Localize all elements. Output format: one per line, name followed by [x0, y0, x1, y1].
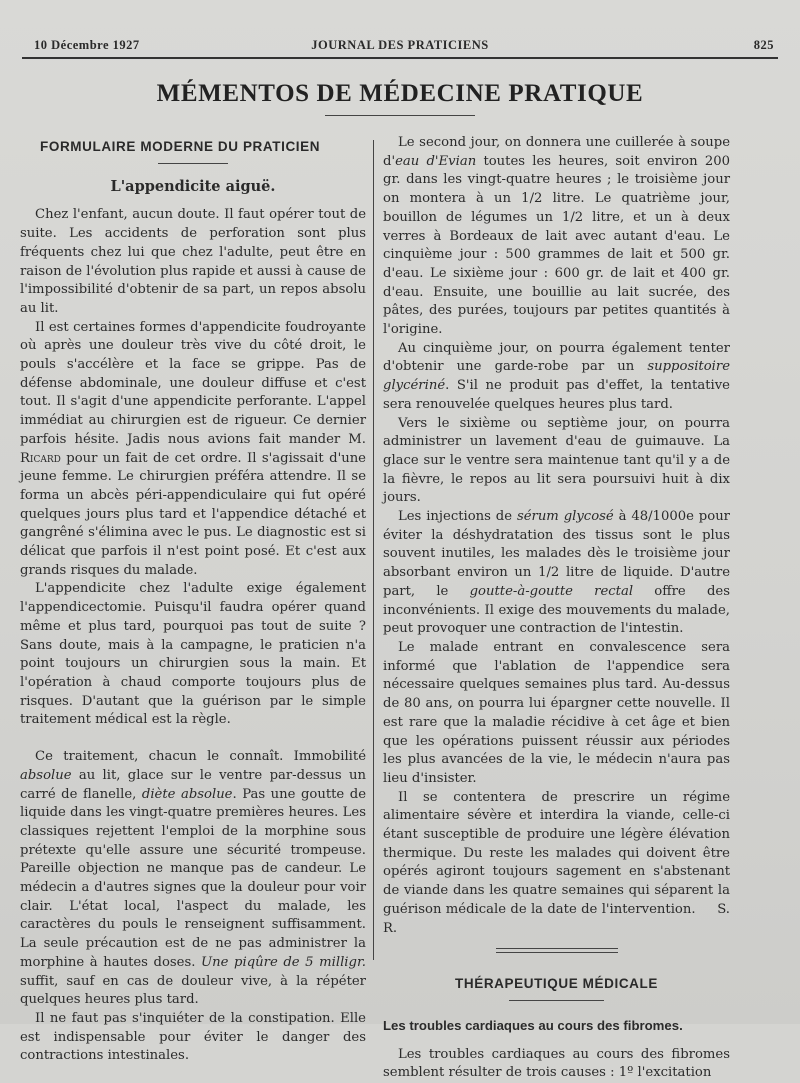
article-title-appendicite: L'appendicite aiguë. [110, 177, 276, 195]
paragraph: Il ne faut pas s'inquiéter de la constipation. Elle est indispensable pour éviter le danger des contractions intestinales. [20, 1010, 366, 1064]
section-rule [509, 1000, 604, 1001]
running-header [22, 38, 778, 58]
journal-name: JOURNAL DES PRATICIENS [311, 38, 489, 52]
issue-date: 10 Décembre 1927 [34, 38, 140, 52]
section-rule [158, 163, 228, 164]
right-column [383, 134, 730, 1083]
article-title-fibromes: Les troubles cardiaques au cours des fibromes. [383, 1017, 683, 1033]
paragraph: Le second jour, on donnera une cuillerée à soupe d'eau d'Evian toutes les heures, soit environ 200 gr. dans les vingt-quatre heures ; le troisième jour on montera à un 1/2 litre. Le quatrième jour, bouillon de légumes un 1/2 litre, et un à deux verres à Bordeaux de lait avec autant d'eau. Le cinquième jour : 500 grammes de lait et 500 gr. d'eau. Le sixième jour : 600 gr. de lait et 400 gr. d'eau. Ensuite, une bouillie au lait sucrée, des pâtes, des purées, toujours par petites quantités à l'origine. [383, 135, 730, 338]
paragraph-treatment: Ce traitement, chacun le connaît. Immobilité absolue au lit, glace sur le ventre par-dessus un carré de flanelle, diète absolue. Pas une goutte de liquide dans les vingt-quatre premières heures. Les classiques rejettent l'emploi de la morphine sous prétexte qu'elle assure une sécurité trompeuse. Pareille objection ne manque pas de candeur. Le médecin a d'autres signes que la douleur pour voir clair. L'état local, l'aspect du malade, les caractères du pouls le renseignent suffisamment. La seule précaution est de ne pas administrer la morphine à hautes doses. Une piqûre de 5 milligr. suffit, sauf en cas de douleur vive, à la répéter quelques heures plus tard. [20, 749, 367, 1008]
paragraph: Vers le sixième ou septième jour, on pourra administrer un lavement d'eau de guimauve. La glace sur le ventre sera maintenue tant qu'il y a de la fièvre, le repos au lit sera poursuivi huit à dix jours. [383, 415, 730, 506]
paragraph: Le malade entrant en convalescence sera informé que l'ablation de l'appendice sera nécessaire quelques semaines plus tard. Au-dessus de 80 ans, on pourra lui épargner cette nouvelle. Il est rare que la maladie récidive à cet âge et bien que les opérations puissent réussir aux périodes les plus avancées de la vie, le médecin n'aura pas lieu d'insister. [383, 639, 730, 786]
title-rule [325, 115, 475, 116]
section-separator [496, 948, 618, 953]
left-column [20, 138, 366, 1066]
author-signature: S. R. [383, 901, 730, 936]
section-heading-formulaire: FORMULAIRE MODERNE DU PRATICIEN [40, 139, 321, 154]
main-title: MÉMENTOS DE MÉDECINE PRATIQUE [156, 80, 644, 107]
paragraph: Il se contentera de prescrire un régime alimentaire sévère et interdira la viande, celle-ci étant susceptible de produire une légère élévation thermique. Du reste les malades qui doivent être opérés agiront toujours sagement en s'abstenant de viande dans les quatre semaines qui séparent la guérison médicale de la date de l'intervention. S. R. [383, 789, 730, 936]
paragraph: Au cinquième jour, on pourra également tenter d'obtenir une garde-robe par un suppositoire glycériné. S'il ne produit pas d'effet, la tentative sera renouvelée quelques heures plus tard. [383, 340, 730, 412]
header-rule [22, 57, 778, 59]
paragraph: L'appendicite chez l'adulte exige également l'appendicectomie. Puisqu'il faudra opérer quand même et plus tard, pourquoi pas tout de suite ? Sans doute, mais à la campagne, le praticien n'a point toujours un chirurgien sous la main. Et l'opération à chaud comporte toujours plus de risques. D'autant que la guérison par le simple traitement médical est la règle. [20, 581, 366, 728]
page-number: 825 [753, 38, 774, 52]
paragraph: Chez l'enfant, aucun doute. Il faut opérer tout de suite. Les accidents de perforation sont plus fréquents chez lui que chez l'adulte, peut être en raison de l'évolution plus rapide et aussi à cause de l'impossibilité d'obtenir de sa part, un repos absolu au lit. [20, 207, 366, 316]
section-heading-therapeutique: THÉRAPEUTIQUE MÉDICALE [455, 976, 658, 992]
paragraph: Les injections de sérum glycosé à 48/1000e pour éviter la déshydratation des tissus sont le plus souvent inutiles, les malades dès le troisième jour absorbant environ un 1/2 litre de liquide. D'autre part, le goutte-à-goutte rectal offre des inconvénients. Il exige des mouvements du malade, peut provoquer une contraction de l'intestin. [383, 509, 730, 637]
column-divider [373, 140, 374, 960]
paragraph: Il est certaines formes d'appendicite foudroyante où après une douleur très vive du côté droit, le pouls s'accélère et la face se grippe. Pas de défense abdominale, une douleur diffuse et c'est tout. Il s'agit d'une appendicite perforante. L'appel immédiat au chirurgien est de rigueur. Ce dernier parfois hésite. Jadis nous avions fait mander M. Ricard pour un fait de cet ordre. Il s'agissait d'une jeune femme. Le chirurgien préféra attendre. Il se forma un abcès péri-appendiculaire qui fut opéré quelques jours plus tard et l'appendice détaché et gangrêné s'élimina avec le pus. Le diagnostic est si délicat que parfois il n'est point posé. Et c'est aux grands risques du malade. [20, 319, 366, 578]
author-name: Ricard [20, 450, 61, 466]
paragraph: Les troubles cardiaques au cours des fibromes semblent résulter de trois causes : 1º l'excitation [383, 1046, 730, 1081]
